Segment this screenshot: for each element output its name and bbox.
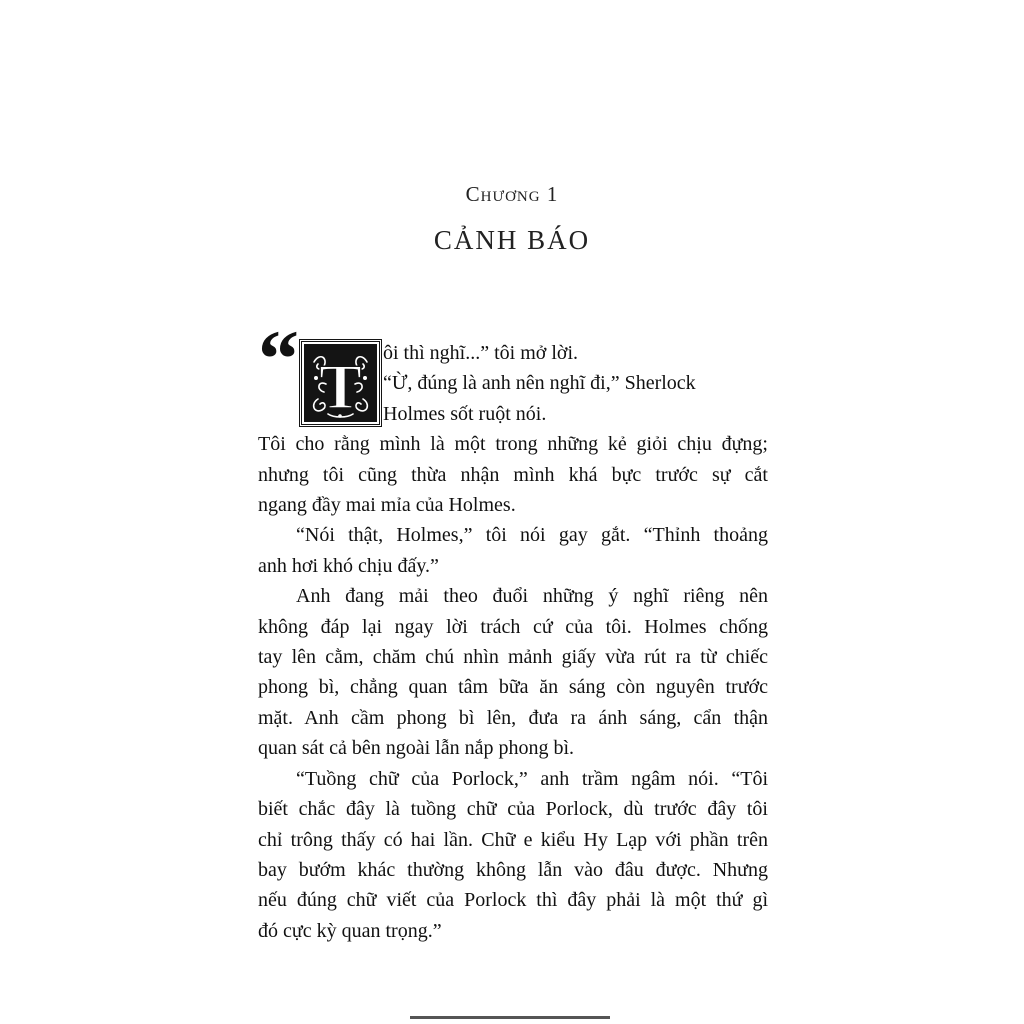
text-line: ngang đầy mai mỉa của Holmes.	[258, 494, 516, 517]
text-line: phong bì, chẳng quan tâm bữa ăn sáng còn nguyên trước	[258, 676, 768, 699]
text-line: đó cực kỳ quan trọng.”	[258, 919, 442, 942]
text-line: anh hơi khó chịu đấy.”	[258, 554, 439, 577]
bottom-edge-rule	[410, 1016, 610, 1019]
text-line: “Nói thật, Holmes,” tôi nói gay gắt. “Thỉnh thoảng	[296, 524, 768, 547]
text-line: chỉ trông thấy có hai lần. Chữ e kiểu Hy Lạp với phần trên	[258, 828, 768, 851]
text-line: Holmes sốt ruột nói.	[383, 402, 547, 425]
text-line: tay lên cằm, chăm chú nhìn mảnh giấy vừa rút ra từ chiếc	[258, 646, 768, 669]
body-text	[258, 338, 768, 946]
text-line: “Ừ, đúng là anh nên nghĩ đi,” Sherlock	[383, 372, 696, 395]
text-line: bay bướm khác thường không lẫn vào đâu được. Nhưng	[258, 858, 768, 881]
text-line: không đáp lại ngay lời trách cứ của tôi. Holmes chống	[258, 615, 768, 638]
chapter-title: CẢNH BÁO	[433, 225, 591, 255]
text-line: ôi thì nghĩ...” tôi mở lời.	[383, 342, 579, 364]
text-line: biết chắc đây là tuồng chữ của Porlock, dù trước đây tôi	[258, 798, 768, 821]
text-line: “Tuồng chữ của Porlock,” anh trầm ngâm nói. “Tôi	[296, 767, 768, 790]
text-line: nhưng tôi cũng thừa nhận mình khá bực trước sự cắt	[258, 463, 768, 486]
text-line: mặt. Anh cầm phong bì lên, đưa ra ánh sáng, cẩn thận	[258, 706, 768, 729]
opening-quote-mark: “	[258, 313, 299, 404]
text-line: Anh đang mải theo đuổi những ý nghĩ riêng nên	[296, 585, 768, 608]
chapter-label: Chương 1	[465, 182, 559, 206]
dropcap-letter: T	[319, 351, 362, 422]
text-line: nếu đúng chữ viết của Porlock thì đây phải là một thứ gì	[258, 889, 768, 912]
text-line: Tôi cho rằng mình là một trong những kẻ giỏi chịu đựng;	[258, 433, 768, 456]
text-line: quan sát cả bên ngoài lẫn nắp phong bì.	[258, 737, 575, 760]
